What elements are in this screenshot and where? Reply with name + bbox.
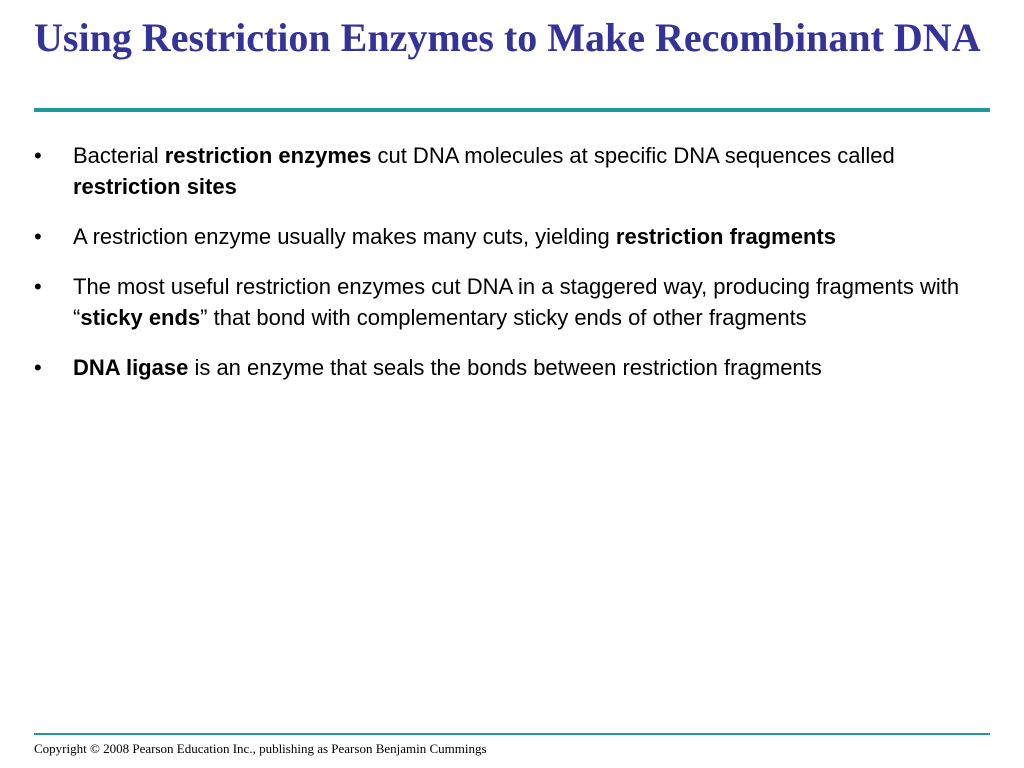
slide-title: Using Restriction Enzymes to Make Recombinant DNA [34, 15, 981, 60]
bullet-text: Bacterial [73, 143, 165, 168]
bullet-text: is an enzyme that seals the bonds between restriction fragments [188, 355, 822, 380]
bullet-item-dna-ligase [34, 352, 994, 383]
footer-divider [34, 733, 990, 735]
bullet-term-restriction-sites: restriction sites [73, 174, 237, 199]
bullet-icon: • [34, 143, 42, 168]
bullet-text: A restriction enzyme usually makes many cuts, yielding [73, 224, 616, 249]
bullet-term-sticky-ends: sticky ends [80, 305, 201, 330]
bullet-text: cut DNA molecules at specific DNA sequences called [371, 143, 895, 168]
bullet-icon: • [34, 355, 42, 380]
bullet-list [34, 140, 994, 402]
copyright-footer: Copyright © 2008 Pearson Education Inc., publishing as Pearson Benjamin Cummings [34, 741, 487, 756]
bullet-text: The most useful restriction enzymes cut DNA in a staggered way, producing fragments with “ [73, 274, 960, 330]
bullet-icon: • [34, 224, 42, 249]
bullet-icon: • [34, 274, 42, 299]
bullet-term-restriction-fragments: restriction fragments [615, 224, 836, 249]
bullet-text: ” that bond with complementary sticky ends of other fragments [200, 305, 807, 330]
title-divider [34, 108, 990, 112]
bullet-term-restriction-enzymes: restriction enzymes [164, 143, 372, 168]
bullet-term-dna-ligase: DNA ligase [73, 355, 189, 380]
bullet-item-restriction-enzymes [34, 140, 994, 202]
bullet-item-sticky-ends [34, 271, 994, 333]
bullet-item-restriction-fragments [34, 221, 994, 252]
